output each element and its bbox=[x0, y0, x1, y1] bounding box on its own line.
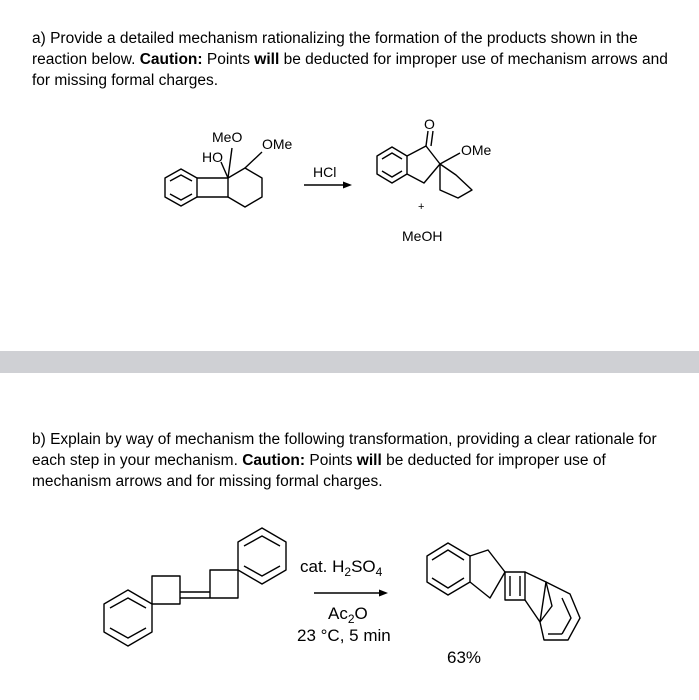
yield-label: 63% bbox=[447, 648, 482, 667]
arrowhead-b bbox=[379, 590, 388, 597]
question-b-points: Points bbox=[305, 452, 357, 469]
reagent-ac2o: $Ac_2O$ bbox=[328, 604, 368, 626]
caution-label-a: Caution: bbox=[139, 51, 203, 68]
ome-label-product: OMe bbox=[461, 142, 492, 158]
meoh-label: MeOH bbox=[402, 228, 443, 244]
question-b-intro: b) Explain by way of mechanism the following transformation, providing a clear rationale for each step in your mechanism. bbox=[32, 431, 657, 469]
ome-label-reactant: OMe bbox=[262, 136, 293, 152]
ho-label: HO bbox=[202, 149, 223, 165]
plus-sign: + bbox=[418, 201, 425, 213]
conditions-label: 23 °C, 5 min bbox=[297, 626, 391, 645]
reagent-h2so4: cat. $H_2SO_4$ bbox=[300, 557, 383, 579]
meo-label: MeO bbox=[212, 129, 243, 145]
product-a-structure bbox=[377, 131, 472, 198]
will-emphasis-a: will bbox=[254, 51, 280, 68]
reactant-b-structure bbox=[104, 528, 286, 646]
question-a-intro: a) Provide a detailed mechanism rationalizing the formation of the products shown in the reaction below. bbox=[32, 30, 638, 68]
hcl-reagent: HCl bbox=[313, 164, 337, 180]
arrowhead-a bbox=[343, 182, 352, 189]
question-a-points: Points bbox=[202, 51, 255, 68]
question-a-tail: be deducted for improper use of mechanism arrows and for missing formal charges. bbox=[32, 51, 668, 89]
caution-label-b: Caution: bbox=[242, 452, 306, 469]
question-b-tail: be deducted for improper use of mechanism arrows and for missing formal charges. bbox=[32, 452, 606, 490]
carbonyl-o-label: O bbox=[424, 116, 435, 132]
product-b-structure bbox=[427, 543, 580, 640]
will-emphasis-b: will bbox=[356, 452, 382, 469]
